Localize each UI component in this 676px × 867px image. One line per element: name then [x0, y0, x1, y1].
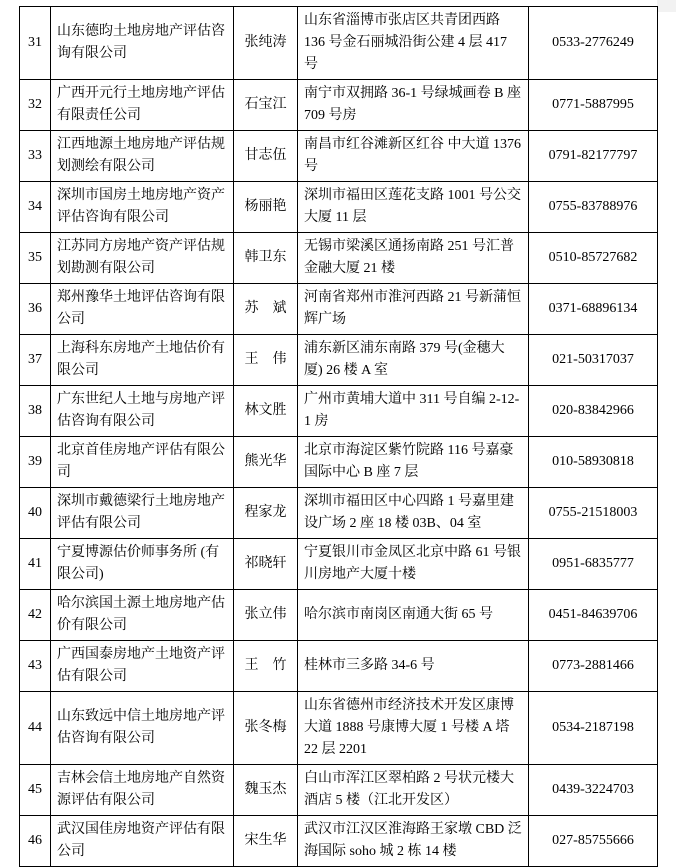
- phone-number-cell: 0755-83788976: [529, 182, 658, 233]
- company-name-cell: 广东世纪人土地与房地产评估咨询有限公司: [51, 386, 234, 437]
- person-name-cell: 祁晓轩: [234, 539, 298, 590]
- table-row: [20, 816, 658, 867]
- row-number-cell: 40: [20, 488, 51, 539]
- company-name-cell: 深圳市戴德梁行土地房地产评估有限公司: [51, 488, 234, 539]
- person-name-cell: 苏 斌: [234, 284, 298, 335]
- company-name-cell: 北京首佳房地产评估有限公司: [51, 437, 234, 488]
- address-cell: 南昌市红谷滩新区红谷 中大道 1376 号: [298, 131, 529, 182]
- table-row: [20, 335, 658, 386]
- company-name-cell: 深圳市国房土地房地产资产评估咨询有限公司: [51, 182, 234, 233]
- person-name-cell: 张立伟: [234, 590, 298, 641]
- phone-number-cell: 0510-85727682: [529, 233, 658, 284]
- phone-number-cell: 0451-84639706: [529, 590, 658, 641]
- person-name-cell: 韩卫东: [234, 233, 298, 284]
- company-name-cell: 广西开元行土地房地产评估有限责任公司: [51, 80, 234, 131]
- address-cell: 武汉市江汉区淮海路王家墩 CBD 泛海国际 soho 城 2 栋 14 楼: [298, 816, 529, 867]
- row-number-cell: 36: [20, 284, 51, 335]
- address-cell: 广州市黄埔大道中 311 号自编 2-12-1 房: [298, 386, 529, 437]
- company-name-cell: 武汉国佳房地资产评估有限公司: [51, 816, 234, 867]
- row-number-cell: 31: [20, 7, 51, 80]
- company-name-cell: 宁夏博源估价师事务所 (有限公司): [51, 539, 234, 590]
- person-name-cell: 宋生华: [234, 816, 298, 867]
- company-name-cell: 上海科东房地产土地估价有限公司: [51, 335, 234, 386]
- address-cell: 深圳市福田区中心四路 1 号嘉里建设广场 2 座 18 楼 03B、04 室: [298, 488, 529, 539]
- company-name-cell: 山东德昀土地房地产评估咨询有限公司: [51, 7, 234, 80]
- company-name-cell: 广西国泰房地产土地资产评估有限公司: [51, 641, 234, 692]
- person-name-cell: 熊光华: [234, 437, 298, 488]
- row-number-cell: 45: [20, 765, 51, 816]
- row-number-cell: 39: [20, 437, 51, 488]
- address-cell: 宁夏银川市金凤区北京中路 61 号银川房地产大厦十楼: [298, 539, 529, 590]
- table-row: [20, 590, 658, 641]
- company-name-cell: 吉林会信土地房地产自然资源评估有限公司: [51, 765, 234, 816]
- address-cell: 河南省郑州市淮河西路 21 号新蒲恒辉广场: [298, 284, 529, 335]
- table-row: [20, 641, 658, 692]
- phone-number-cell: 0755-21518003: [529, 488, 658, 539]
- table-row: [20, 7, 658, 80]
- row-number-cell: 35: [20, 233, 51, 284]
- address-cell: 桂林市三多路 34-6 号: [298, 641, 529, 692]
- phone-number-cell: 0773-2881466: [529, 641, 658, 692]
- row-number-cell: 32: [20, 80, 51, 131]
- table-row: [20, 182, 658, 233]
- address-cell: 山东省淄博市张店区共青团西路 136 号金石丽城沿街公建 4 层 417 号: [298, 7, 529, 80]
- person-name-cell: 魏玉杰: [234, 765, 298, 816]
- person-name-cell: 甘志伍: [234, 131, 298, 182]
- company-name-cell: 江苏同方房地产资产评估规划勘测有限公司: [51, 233, 234, 284]
- row-number-cell: 37: [20, 335, 51, 386]
- scan-artifact: [657, 0, 676, 12]
- table-row: [20, 692, 658, 765]
- company-directory-table: [19, 6, 658, 867]
- table-row: [20, 437, 658, 488]
- phone-number-cell: 0534-2187198: [529, 692, 658, 765]
- table-row: [20, 765, 658, 816]
- phone-number-cell: 021-50317037: [529, 335, 658, 386]
- row-number-cell: 34: [20, 182, 51, 233]
- person-name-cell: 林文胜: [234, 386, 298, 437]
- phone-number-cell: 010-58930818: [529, 437, 658, 488]
- phone-number-cell: 0771-5887995: [529, 80, 658, 131]
- company-name-cell: 江西地源土地房地产评估规划测绘有限公司: [51, 131, 234, 182]
- company-name-cell: 山东致远中信土地房地产评估咨询有限公司: [51, 692, 234, 765]
- phone-number-cell: 0371-68896134: [529, 284, 658, 335]
- table-row: [20, 131, 658, 182]
- address-cell: 无锡市梁溪区通扬南路 251 号汇普金融大厦 21 楼: [298, 233, 529, 284]
- phone-number-cell: 0951-6835777: [529, 539, 658, 590]
- table-row: [20, 80, 658, 131]
- table-row: [20, 539, 658, 590]
- person-name-cell: 程家龙: [234, 488, 298, 539]
- phone-number-cell: 0439-3224703: [529, 765, 658, 816]
- row-number-cell: 41: [20, 539, 51, 590]
- row-number-cell: 46: [20, 816, 51, 867]
- company-name-cell: 郑州豫华土地评估咨询有限公司: [51, 284, 234, 335]
- address-cell: 浦东新区浦东南路 379 号(金穗大厦) 26 楼 A 室: [298, 335, 529, 386]
- row-number-cell: 33: [20, 131, 51, 182]
- table-row: [20, 386, 658, 437]
- person-name-cell: 杨丽艳: [234, 182, 298, 233]
- company-name-cell: 哈尔滨国土源土地房地产估价有限公司: [51, 590, 234, 641]
- person-name-cell: 张冬梅: [234, 692, 298, 765]
- person-name-cell: 张纯涛: [234, 7, 298, 80]
- phone-number-cell: 0533-2776249: [529, 7, 658, 80]
- table-row: [20, 284, 658, 335]
- address-cell: 哈尔滨市南岗区南通大街 65 号: [298, 590, 529, 641]
- table-body: [20, 7, 658, 867]
- person-name-cell: 王 伟: [234, 335, 298, 386]
- address-cell: 南宁市双拥路 36-1 号绿城画卷 B 座 709 号房: [298, 80, 529, 131]
- address-cell: 深圳市福田区莲花支路 1001 号公交大厦 11 层: [298, 182, 529, 233]
- row-number-cell: 43: [20, 641, 51, 692]
- table-row: [20, 233, 658, 284]
- phone-number-cell: 0791-82177797: [529, 131, 658, 182]
- row-number-cell: 44: [20, 692, 51, 765]
- row-number-cell: 42: [20, 590, 51, 641]
- person-name-cell: 石宝江: [234, 80, 298, 131]
- address-cell: 山东省德州市经济技术开发区康博大道 1888 号康博大厦 1 号楼 A 塔 22 层 2201: [298, 692, 529, 765]
- row-number-cell: 38: [20, 386, 51, 437]
- address-cell: 白山市浑江区翠柏路 2 号状元楼大酒店 5 楼（江北开发区）: [298, 765, 529, 816]
- address-cell: 北京市海淀区紫竹院路 116 号嘉豪国际中心 B 座 7 层: [298, 437, 529, 488]
- table-row: [20, 488, 658, 539]
- person-name-cell: 王 竹: [234, 641, 298, 692]
- phone-number-cell: 020-83842966: [529, 386, 658, 437]
- phone-number-cell: 027-85755666: [529, 816, 658, 867]
